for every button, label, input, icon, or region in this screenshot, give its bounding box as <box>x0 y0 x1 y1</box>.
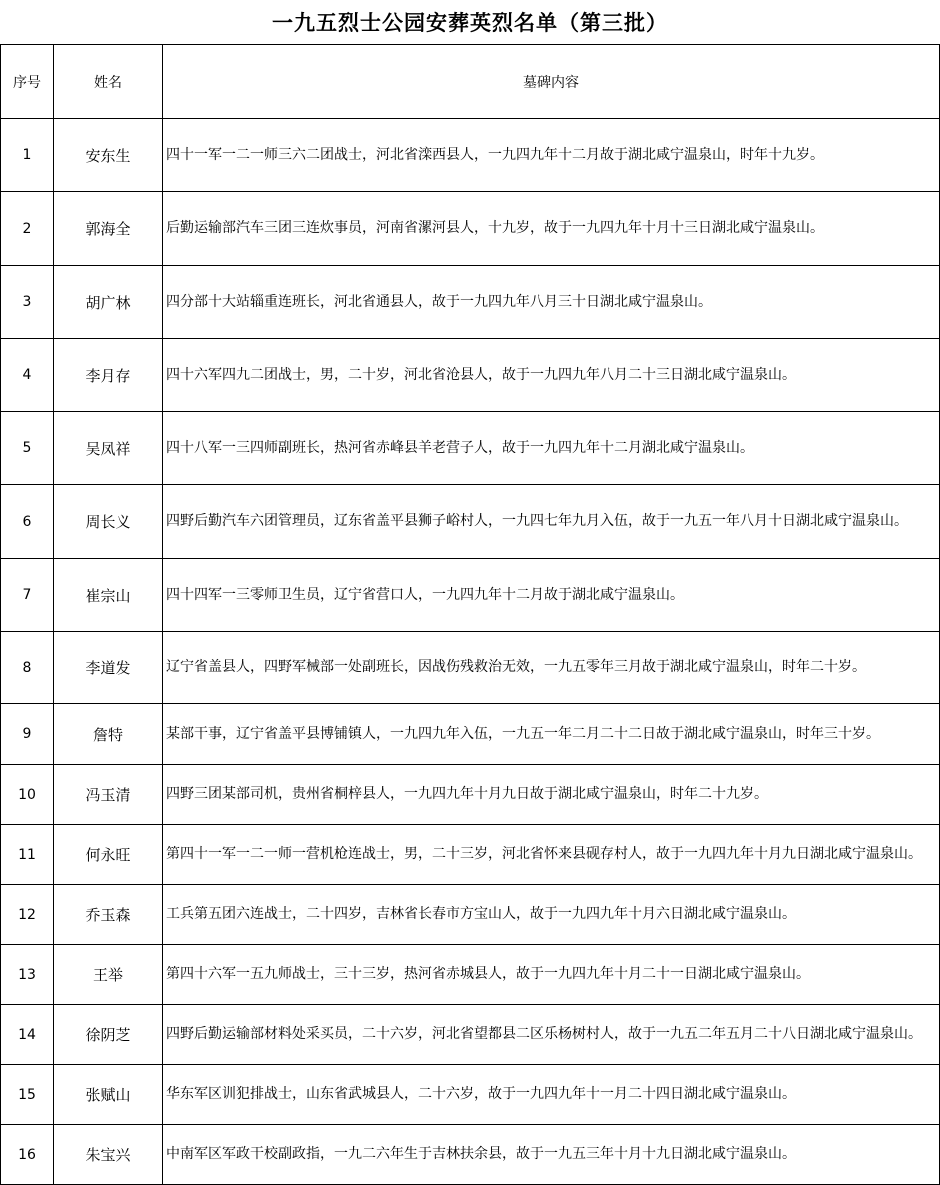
table-row <box>1 704 940 765</box>
table-row <box>1 412 940 485</box>
cell-serial-number: 3 <box>1 266 54 339</box>
cell-tombstone-content: 四野后勤运输部材料处采买员，二十六岁，河北省望都县二区乐杨树村人，故于一九五二年五月二十八日湖北咸宁温泉山。 <box>163 1005 940 1065</box>
table-row <box>1 119 940 192</box>
cell-name: 徐阴芝 <box>54 1005 163 1065</box>
martyrs-table <box>0 44 940 1185</box>
cell-name: 张赋山 <box>54 1065 163 1125</box>
table-row <box>1 559 940 632</box>
header-name: 姓名 <box>54 45 163 119</box>
cell-serial-number: 6 <box>1 485 54 559</box>
document-title: 一九五烈士公园安葬英烈名单（第三批） <box>272 10 668 35</box>
table-row <box>1 1005 940 1065</box>
cell-tombstone-content: 工兵第五团六连战士，二十四岁，吉林省长春市方宝山人，故于一九四九年十月六日湖北咸宁温泉山。 <box>163 885 940 945</box>
table-row <box>1 945 940 1005</box>
header-tombstone-content: 墓碑内容 <box>163 45 940 119</box>
cell-name: 崔宗山 <box>54 559 163 632</box>
cell-tombstone-content: 四野后勤汽车六团管理员，辽东省盖平县狮子峪村人，一九四七年九月入伍，故于一九五一年八月十日湖北咸宁温泉山。 <box>163 485 940 559</box>
cell-name: 冯玉清 <box>54 765 163 825</box>
cell-tombstone-content: 辽宁省盖县人，四野军械部一处副班长，因战伤残救治无效，一九五零年三月故于湖北咸宁温泉山，时年二十岁。 <box>163 632 940 704</box>
cell-name: 王举 <box>54 945 163 1005</box>
table-header-row <box>1 45 940 119</box>
cell-tombstone-content: 四十一军一二一师三六二团战士，河北省滦西县人，一九四九年十二月故于湖北咸宁温泉山，时年十九岁。 <box>163 119 940 192</box>
cell-serial-number: 16 <box>1 1125 54 1185</box>
cell-serial-number: 9 <box>1 704 54 765</box>
cell-serial-number: 5 <box>1 412 54 485</box>
cell-name: 吴凤祥 <box>54 412 163 485</box>
cell-tombstone-content: 四十四军一三零师卫生员，辽宁省营口人，一九四九年十二月故于湖北咸宁温泉山。 <box>163 559 940 632</box>
cell-name: 李月存 <box>54 339 163 412</box>
cell-serial-number: 13 <box>1 945 54 1005</box>
cell-tombstone-content: 后勤运输部汽车三团三连炊事员，河南省漯河县人，十九岁，故于一九四九年十月十三日湖北咸宁温泉山。 <box>163 192 940 266</box>
cell-tombstone-content: 第四十一军一二一师一营机枪连战士，男，二十三岁，河北省怀来县砚存村人，故于一九四九年十月九日湖北咸宁温泉山。 <box>163 825 940 885</box>
table-row <box>1 825 940 885</box>
cell-serial-number: 4 <box>1 339 54 412</box>
cell-name: 郭海全 <box>54 192 163 266</box>
table-row <box>1 632 940 704</box>
table-row <box>1 765 940 825</box>
cell-tombstone-content: 四野三团某部司机，贵州省桐梓县人，一九四九年十月九日故于湖北咸宁温泉山，时年二十九岁。 <box>163 765 940 825</box>
cell-name: 乔玉森 <box>54 885 163 945</box>
table-row <box>1 266 940 339</box>
cell-name: 詹特 <box>54 704 163 765</box>
table-row <box>1 885 940 945</box>
cell-serial-number: 11 <box>1 825 54 885</box>
cell-serial-number: 8 <box>1 632 54 704</box>
cell-serial-number: 14 <box>1 1005 54 1065</box>
cell-serial-number: 7 <box>1 559 54 632</box>
cell-name: 周长义 <box>54 485 163 559</box>
cell-name: 何永旺 <box>54 825 163 885</box>
cell-tombstone-content: 四分部十大站辎重连班长，河北省通县人，故于一九四九年八月三十日湖北咸宁温泉山。 <box>163 266 940 339</box>
cell-serial-number: 10 <box>1 765 54 825</box>
cell-serial-number: 2 <box>1 192 54 266</box>
table-row <box>1 485 940 559</box>
table-row <box>1 192 940 266</box>
cell-tombstone-content: 四十六军四九二团战士，男，二十岁，河北省沧县人，故于一九四九年八月二十三日湖北咸宁温泉山。 <box>163 339 940 412</box>
cell-serial-number: 15 <box>1 1065 54 1125</box>
cell-serial-number: 1 <box>1 119 54 192</box>
cell-tombstone-content: 四十八军一三四师副班长，热河省赤峰县羊老营子人，故于一九四九年十二月湖北咸宁温泉山。 <box>163 412 940 485</box>
cell-tombstone-content: 华东军区训犯排战士，山东省武城县人，二十六岁，故于一九四九年十一月二十四日湖北咸宁温泉山。 <box>163 1065 940 1125</box>
table-row <box>1 339 940 412</box>
cell-name: 胡广林 <box>54 266 163 339</box>
cell-tombstone-content: 某部干事，辽宁省盖平县博铺镇人，一九四九年入伍，一九五一年二月二十二日故于湖北咸宁温泉山，时年三十岁。 <box>163 704 940 765</box>
cell-serial-number: 12 <box>1 885 54 945</box>
cell-name: 李道发 <box>54 632 163 704</box>
cell-tombstone-content: 中南军区军政干校副政指，一九二六年生于吉林扶余县，故于一九五三年十月十九日湖北咸宁温泉山。 <box>163 1125 940 1185</box>
header-serial-number: 序号 <box>1 45 54 119</box>
table-row <box>1 1125 940 1185</box>
cell-tombstone-content: 第四十六军一五九师战士，三十三岁，热河省赤城县人，故于一九四九年十月二十一日湖北咸宁温泉山。 <box>163 945 940 1005</box>
cell-name: 朱宝兴 <box>54 1125 163 1185</box>
table-row <box>1 1065 940 1125</box>
cell-name: 安东生 <box>54 119 163 192</box>
